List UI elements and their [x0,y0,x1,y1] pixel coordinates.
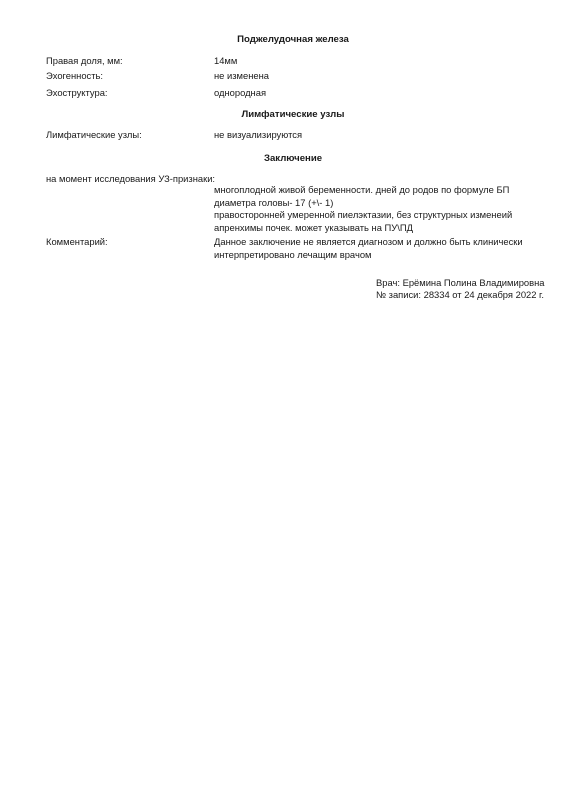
echostructure-value: однородная [214,87,267,98]
doctor-signature: Врач: Ерёмина Полина Владимировна [376,277,545,288]
signs-line: диаметра головы- 17 (+\- 1) [214,196,334,208]
signs-text [214,184,544,235]
signs-line: многоплодной живой беременности. дней до родов по формуле БП [214,184,510,195]
conclusion-section-title: Заключение [263,153,323,164]
echogenicity-value: не изменена [214,70,269,81]
comment-label: Комментарий: [46,236,108,247]
comment-line: интерпретировано лечащим врачом [214,248,372,260]
pancreas-section-title: Поджелудочная железа [237,34,349,45]
echogenicity-label: Эхогенность: [46,70,104,81]
lymph-nodes-value: не визуализируются [214,129,303,140]
lymph-section-title: Лимфатические узлы [241,109,345,120]
signs-line: апренхимы почек. может указывать на ПУ\ПД [214,222,413,234]
echostructure-label: Эхоструктура: [46,87,108,98]
signs-line: правосторонней умеренной пиелэктазии, без структурных изменеий [214,209,513,221]
lymph-nodes-label: Лимфатические узлы: [46,129,142,140]
record-number: № записи: 28334 от 24 декабря 2022 г. [376,289,544,300]
right-lobe-label: Правая доля, мм: [46,55,123,66]
right-lobe-value: 14мм [214,55,238,66]
comment-text [214,236,544,261]
signs-label: на момент исследования УЗ-признаки: [46,173,216,184]
comment-line: Данное заключение не является диагнозом и должно быть клинически [214,236,523,247]
